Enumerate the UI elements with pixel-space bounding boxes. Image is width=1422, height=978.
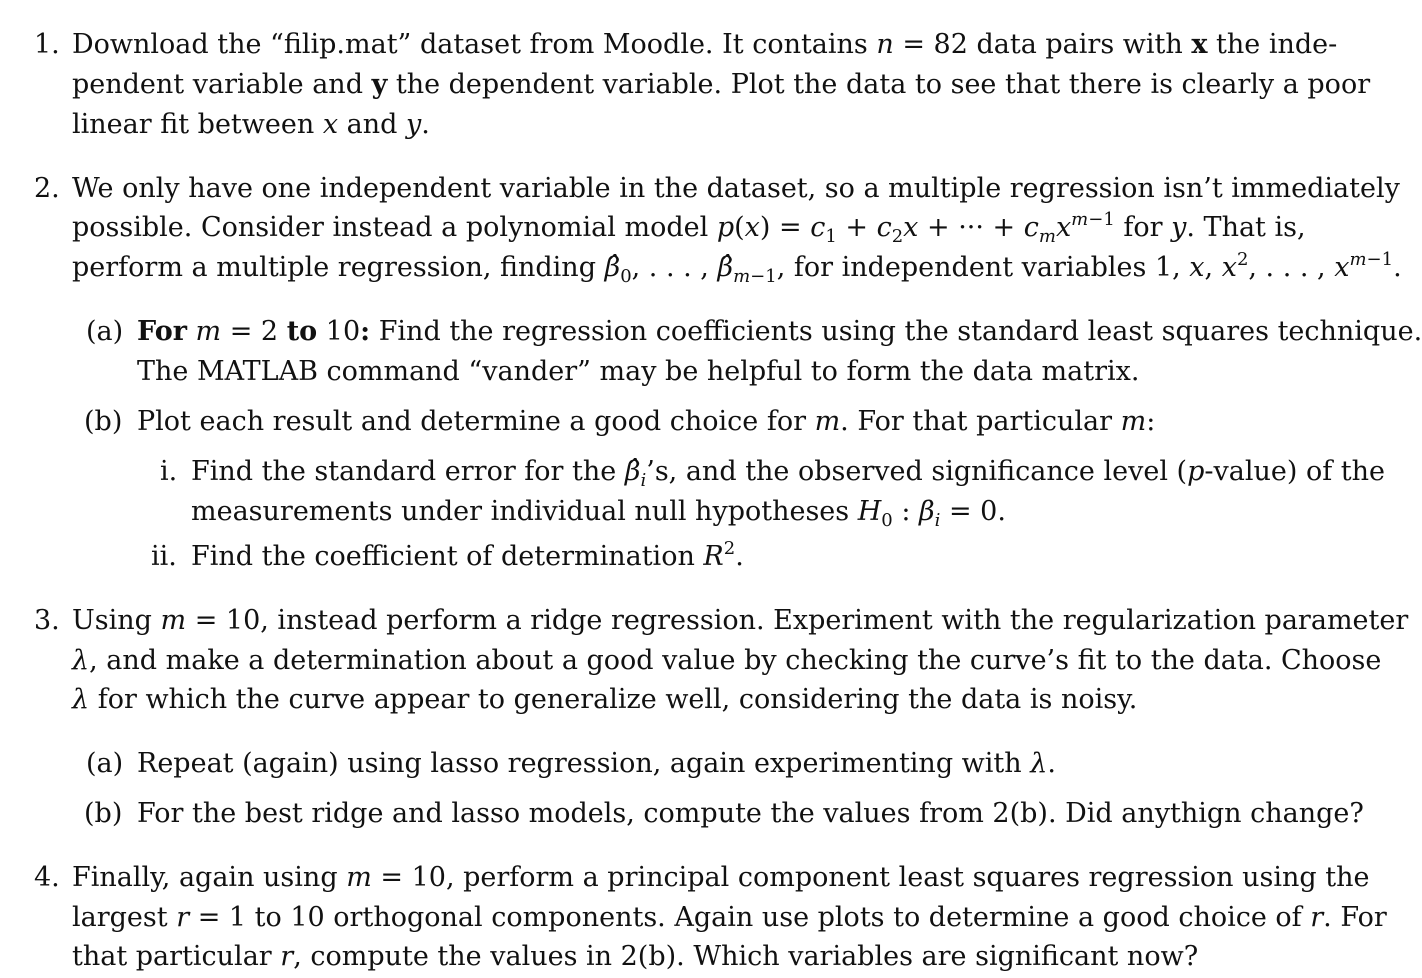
item-3a-line-1: Repeat (again) using lasso regression, again experimenting with λ. — [137, 748, 1056, 779]
sub-item-label: (a) — [86, 316, 124, 347]
item-2a-line-2: The MATLAB command “vander” may be helpful to form the data matrix. — [137, 356, 1140, 387]
item-number: 2. — [34, 173, 60, 204]
item-4-line-1: Finally, again using m = 10, perform a principal component least squares regression using the — [72, 862, 1370, 893]
sub-sub-item-label: ii. — [151, 541, 177, 572]
item-1-line-3: linear fit between x and y. — [72, 109, 430, 140]
item-2-line-1: We only have one independent variable in the dataset, so a multiple regression isn’t immediately — [72, 173, 1400, 204]
item-3-line-1: Using m = 10, instead perform a ridge regression. Experiment with the regularization parameter — [72, 605, 1409, 636]
item-2bi-line-2: measurements under individual null hypotheses $H_0$ : $\beta_i = 0$. — [191, 496, 1006, 531]
item-number: 1. — [34, 29, 60, 60]
item-4-line-3: that particular r, compute the values in 2(b). Which variables are significant now? — [72, 941, 1199, 972]
sub-item-label: (b) — [84, 798, 123, 829]
item-number: 3. — [34, 605, 60, 636]
item-1-line-2: pendent variable and y the dependent variable. Plot the data to see that there is clearly a poor — [72, 69, 1371, 100]
item-3b-line-1: For the best ridge and lasso models, compute the values from 2(b). Did anythign change? — [137, 798, 1364, 829]
item-2bii-line-1: Find the coefficient of determination $R^2$. — [191, 538, 744, 572]
item-2bi-line-1: Find the standard error for the $\betâ_i’s$, and the observed significance level (p-value) of the — [191, 456, 1386, 491]
sub-item-label: (b) — [84, 406, 123, 437]
item-4-line-2: largest r = 1 to 10 orthogonal components. Again use plots to determine a good choice of r. For — [72, 902, 1387, 933]
item-2a-line-1: For m = 2 to 10: Find the regression coefficients using the standard least squares technique. — [137, 316, 1422, 347]
sub-sub-item-label: i. — [160, 456, 178, 487]
item-2b-line-1: Plot each result and determine a good choice for m. For that particular m: — [137, 406, 1156, 437]
item-2-line-2: possible. Consider instead a polynomial model $p(x) = c_1 + c_2x$ + ··· + $c_mx^{m-1}$ for y. That is, — [72, 209, 1306, 247]
item-3-line-2: λ, and make a determination about a good value by checking the curve’s fit to the data. Choose — [72, 645, 1382, 676]
item-1-line-1: Download the “filip.mat” dataset from Moodle. It contains n = 82 data pairs with x the inde- — [72, 29, 1338, 60]
item-3-line-3: λ for which the curve appear to generalize well, considering the data is noisy. — [72, 684, 1138, 715]
sub-item-label: (a) — [86, 748, 124, 779]
item-number: 4. — [34, 862, 60, 893]
item-2-line-3: perform a multiple regression, finding $\betâ_0$, . . . , $\betâ_{m-1}$, for independent variables 1, x, $x^2$, . . . , $x^{m-1}$. — [72, 249, 1402, 287]
